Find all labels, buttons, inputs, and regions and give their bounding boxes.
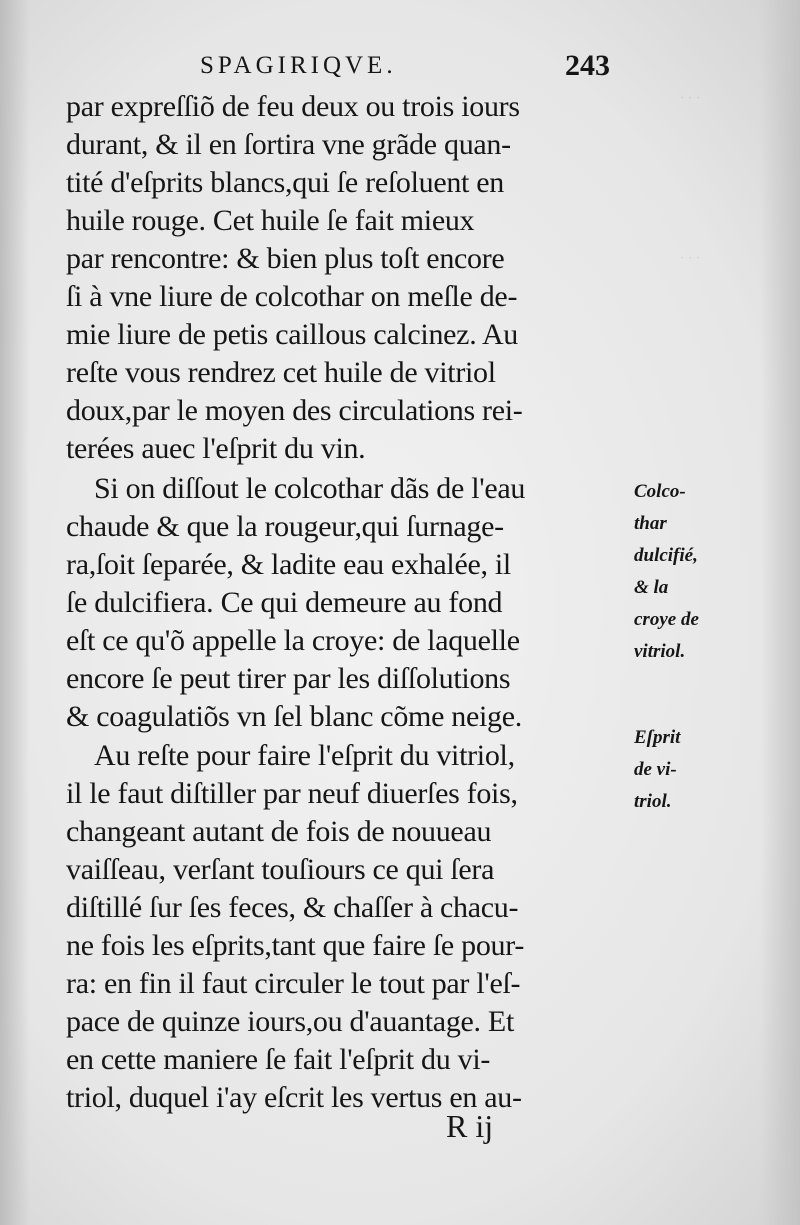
text-line: huile rouge. Cet huile ſe fait mieux <box>66 204 475 237</box>
margin-note-line: de vi- <box>634 759 677 780</box>
text-line: Au reſte pour faire l'eſprit du vitriol, <box>94 739 515 772</box>
text-line: vaiſſeau, verſant touſiours ce qui ſera <box>66 853 495 886</box>
text-line: diſtillé ſur ſes feces, & chaſſer à chacu- <box>66 891 519 924</box>
margin-note-line: Eſprit <box>634 727 681 748</box>
running-head: SPAGIRIQVE. <box>200 52 397 79</box>
text-line: ſe dulcifiera. Ce qui demeure au fond <box>66 586 503 619</box>
text-line: ſi à vne liure de colcothar on meſle de- <box>66 280 518 313</box>
bleed-through-mark: · · · <box>680 90 700 107</box>
margin-note-line: thar <box>634 513 667 534</box>
margin-note-line: dulcifié, <box>634 545 698 566</box>
text-line: terées auec l'eſprit du vin. <box>66 432 366 465</box>
page-shadow-right <box>760 0 800 1225</box>
text-line: tité d'eſprits blancs,qui ſe reſoluent en <box>66 166 504 199</box>
margin-note-colcothar <box>634 476 699 668</box>
text-line: changeant autant de fois de nouueau <box>66 815 492 848</box>
text-line: Si on diſſout le colcothar dãs de l'eau <box>94 472 526 505</box>
text-line: en cette maniere ſe fait l'eſprit du vi- <box>66 1043 491 1076</box>
bleed-through-mark: · · · <box>680 250 700 267</box>
text-line: ra,ſoit ſeparée, & ladite eau exhalée, il <box>66 548 511 581</box>
page-number: 243 <box>565 49 610 82</box>
text-line: mie liure de petis caillous calcinez. Au <box>66 318 519 351</box>
text-line: par rencontre: & bien plus toſt encore <box>66 242 505 275</box>
page-shadow-left <box>0 0 30 1225</box>
text-line: par expreſſiõ de feu deux ou trois iours <box>66 90 520 123</box>
margin-note-line: vitriol. <box>634 641 686 662</box>
text-line: & coagulatiõs vn ſel blanc cõme neige. <box>66 700 522 733</box>
text-line: pace de quinze iours,ou d'auantage. Et <box>66 1005 514 1038</box>
text-line: reſte vous rendrez cet huile de vitriol <box>66 356 496 389</box>
text-line: ra: en fin il faut circuler le tout par l'eſ- <box>66 967 521 1000</box>
margin-note-line: & la <box>634 577 669 598</box>
text-line: il le faut diſtiller par neuf diuerſes fois, <box>66 777 518 810</box>
text-line: chaude & que la rougeur,qui ſurnage- <box>66 510 504 543</box>
text-line: encore ſe peut tirer par les diſſolutions <box>66 662 511 695</box>
text-line: triol, duquel i'ay eſcrit les vertus en au- <box>66 1081 522 1114</box>
text-line: doux,par le moyen des circulations rei- <box>66 394 523 427</box>
margin-note-line: croye de <box>634 609 699 630</box>
signature-mark: R ij <box>446 1108 494 1144</box>
text-line: eſt ce qu'õ appelle la croye: de laquelle <box>66 624 520 657</box>
margin-note-line: triol. <box>634 791 672 812</box>
text-line: durant, & il en ſortira vne grãde quan- <box>66 128 511 161</box>
margin-note-esprit <box>634 722 680 818</box>
margin-note-line: Colco- <box>634 481 686 502</box>
text-line: ne fois les eſprits,tant que faire ſe pour- <box>66 929 525 962</box>
